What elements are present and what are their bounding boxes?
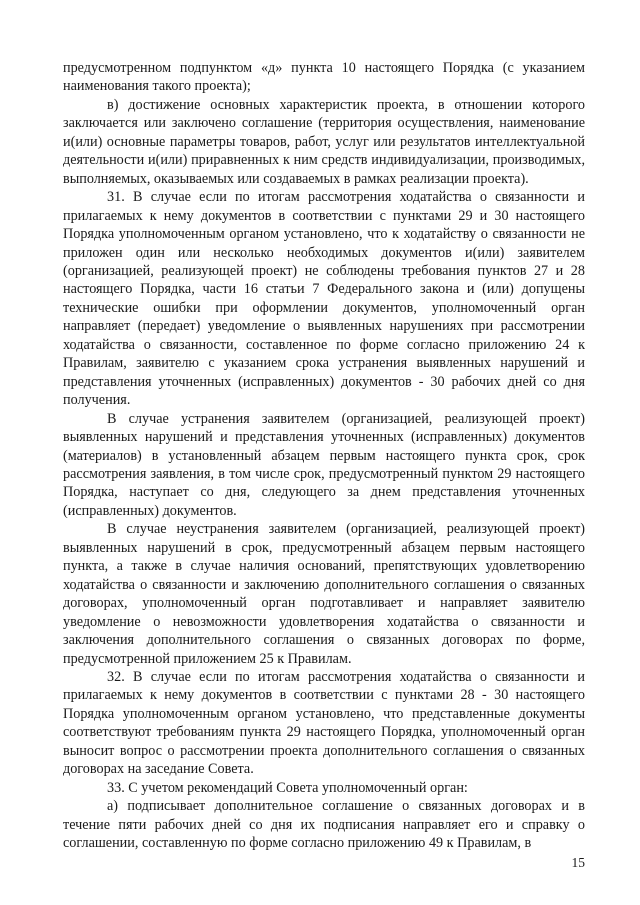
page-number: 15 (571, 855, 585, 870)
paragraph-32: 32. В случае если по итогам рассмотрения ходатайства о связанности и прилагаемых к нему документов в соответствии с пунктами 28 - 30 настоящего Порядка уполномоченным органом установлено, что представленные документы соответствуют требованиям пункта 29 настоящего Порядка, уполномоченный орган выносит вопрос о рассмотрении проекта дополнительного соглашения о связанных договорах на заседание Совета. (63, 668, 585, 778)
document-body (63, 59, 585, 852)
paragraph-31: 31. В случае если по итогам рассмотрения ходатайства о связанности и прилагаемых к нему документов в соответствии с пунктами 29 и 30 настоящего Порядка уполномоченным органом установлено, что к ходатайству о связанности не приложен один или несколько необходимых документов и(или) заявителем (организацией, реализующей проект) не соблюдены требования пунктов 27 и 28 настоящего Порядка, части 16 статьи 7 Федерального закона и (или) допущены технические ошибки при оформлении документов, уполномоченный орган направляет (передает) уведомление о выявленных нарушениях при рассмотрении ходатайства о связанности, составленное по форме согласно приложению 24 к Правилам, заявителю с указанием срока устранения выявленных нарушений и представления уточненных (исправленных) документов - 30 рабочих дней со дня получения. (63, 189, 585, 409)
paragraph-item-v: в) достижение основных характеристик проекта, в отношении которого заключается или заключено соглашение (территория осуществления, наименование и(или) основные параметры товаров, работ, услуг или результатов интеллектуальной деятельности и(или) приравненных к ним средств индивидуализации, производимых, выполняемых, оказываемых или создаваемых в рамках реализации проекта). (63, 96, 585, 187)
paragraph-continuation: предусмотренном подпунктом «д» пункта 10 настоящего Порядка (с указанием наименования такого проекта); (63, 60, 585, 95)
paragraph-33: 33. С учетом рекомендаций Совета уполномоченный орган: (107, 779, 468, 796)
paragraph-31-elimination: В случае устранения заявителем (организацией, реализующей проект) выявленных нарушений и представления уточненных (исправленных) документов (материалов) в установленный абзацем первым настоящего пункта срок, срок рассмотрения заявления, в том числе срок, предусмотренный пунктом 29 настоящего Порядка, наступает со дня, следующего за днем представления уточненных (исправленных) документов. (63, 410, 585, 519)
paragraph-31-non-elimination: В случае неустранения заявителем (организацией, реализующей проект) выявленных нарушений в срок, предусмотренный абзацем первым настоящего пункта, а также в случае наличия оснований, препятствующих удовлетворению ходатайства о связанности и заключению дополнительного соглашения о связанных договорах, уполномоченный орган подготавливает и направляет заявителю уведомление о невозможности удовлетворения ходатайства о связанности и заключения дополнительного соглашения о связанных договорах по форме, предусмотренной приложением 25 к Правилам. (63, 521, 585, 667)
paragraph-33-item-a: а) подписывает дополнительное соглашение о связанных договорах и в течение пяти рабочих дней со дня их подписания направляет его и справку о соглашении, составленную по форме согласно приложению 49 к Правилам, в (63, 798, 585, 852)
